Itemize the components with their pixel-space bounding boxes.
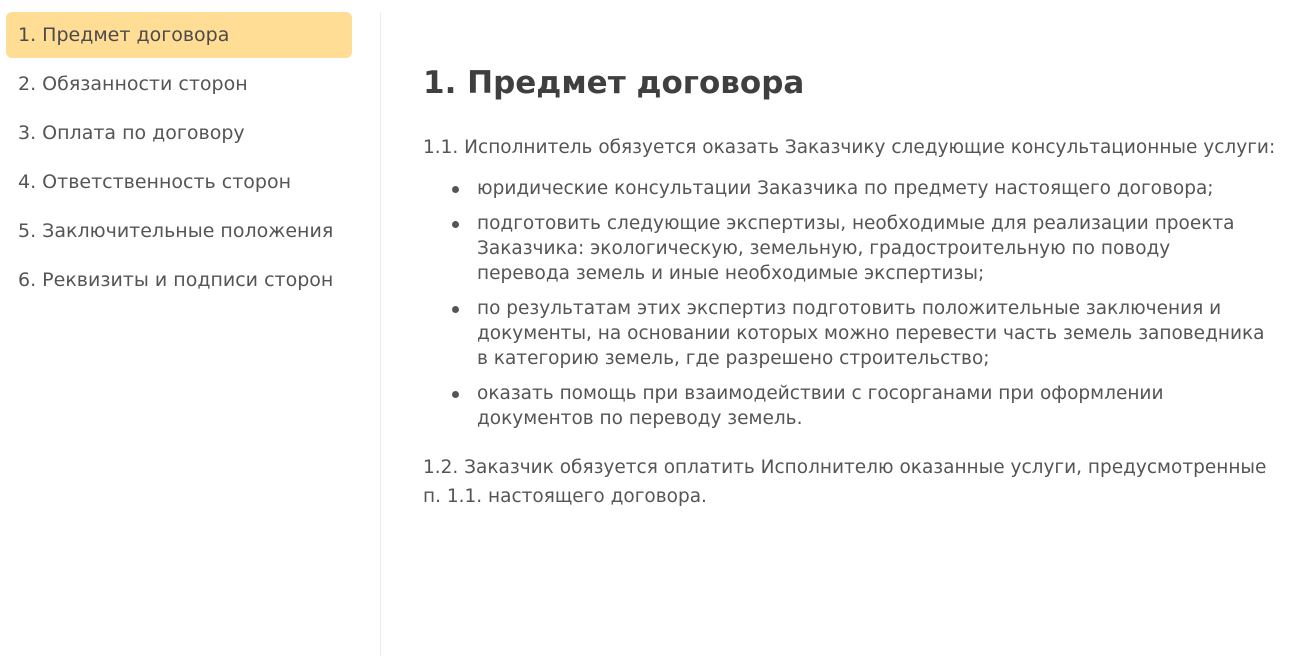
sidebar-nav [6,12,352,306]
section-title: 1. Предмет договора [423,65,805,101]
list-item: подготовить следующие экспертизы, необходимые для реализации проекта Заказчика: экологическую, земельную, градостроительную по поводу перевода земель и иные необходимые экспертизы; [477,211,1267,286]
sidebar-item-final-provisions[interactable]: 5. Заключительные положения [18,220,334,242]
paragraph-1-2: 1.2. Заказчик обязуется оплатить Исполнителю оказанные услуги, предусмотренные п. 1.1. настоящего договора. [423,457,1267,507]
sidebar-divider [380,12,381,656]
document-content [423,60,1283,511]
services-list [423,176,1267,431]
sidebar-item-subject[interactable]: 1. Предмет договора [6,12,352,58]
list-item: по результатам этих экспертиз подготовить положительные заключения и документы, на основании которых можно перевести часть земель заповедника в категорию земель, где разрешено строительство; [477,296,1267,371]
list-item: юридические консультации Заказчика по предмету настоящего договора; [477,176,1267,201]
sidebar-item-liability[interactable]: 4. Ответственность сторон [18,171,292,193]
sidebar-item-requisites[interactable]: 6. Реквизиты и подписи сторон [18,269,334,291]
paragraph-1-1: 1.1. Исполнитель обязуется оказать Заказчику следующие консультационные услуги: [423,137,1276,158]
sidebar-item-payment[interactable]: 3. Оплата по договору [18,122,245,144]
list-item: оказать помощь при взаимодействии с госорганами при оформлении документов по переводу земель. [477,381,1267,431]
sidebar-item-obligations[interactable]: 2. Обязанности сторон [18,73,248,95]
